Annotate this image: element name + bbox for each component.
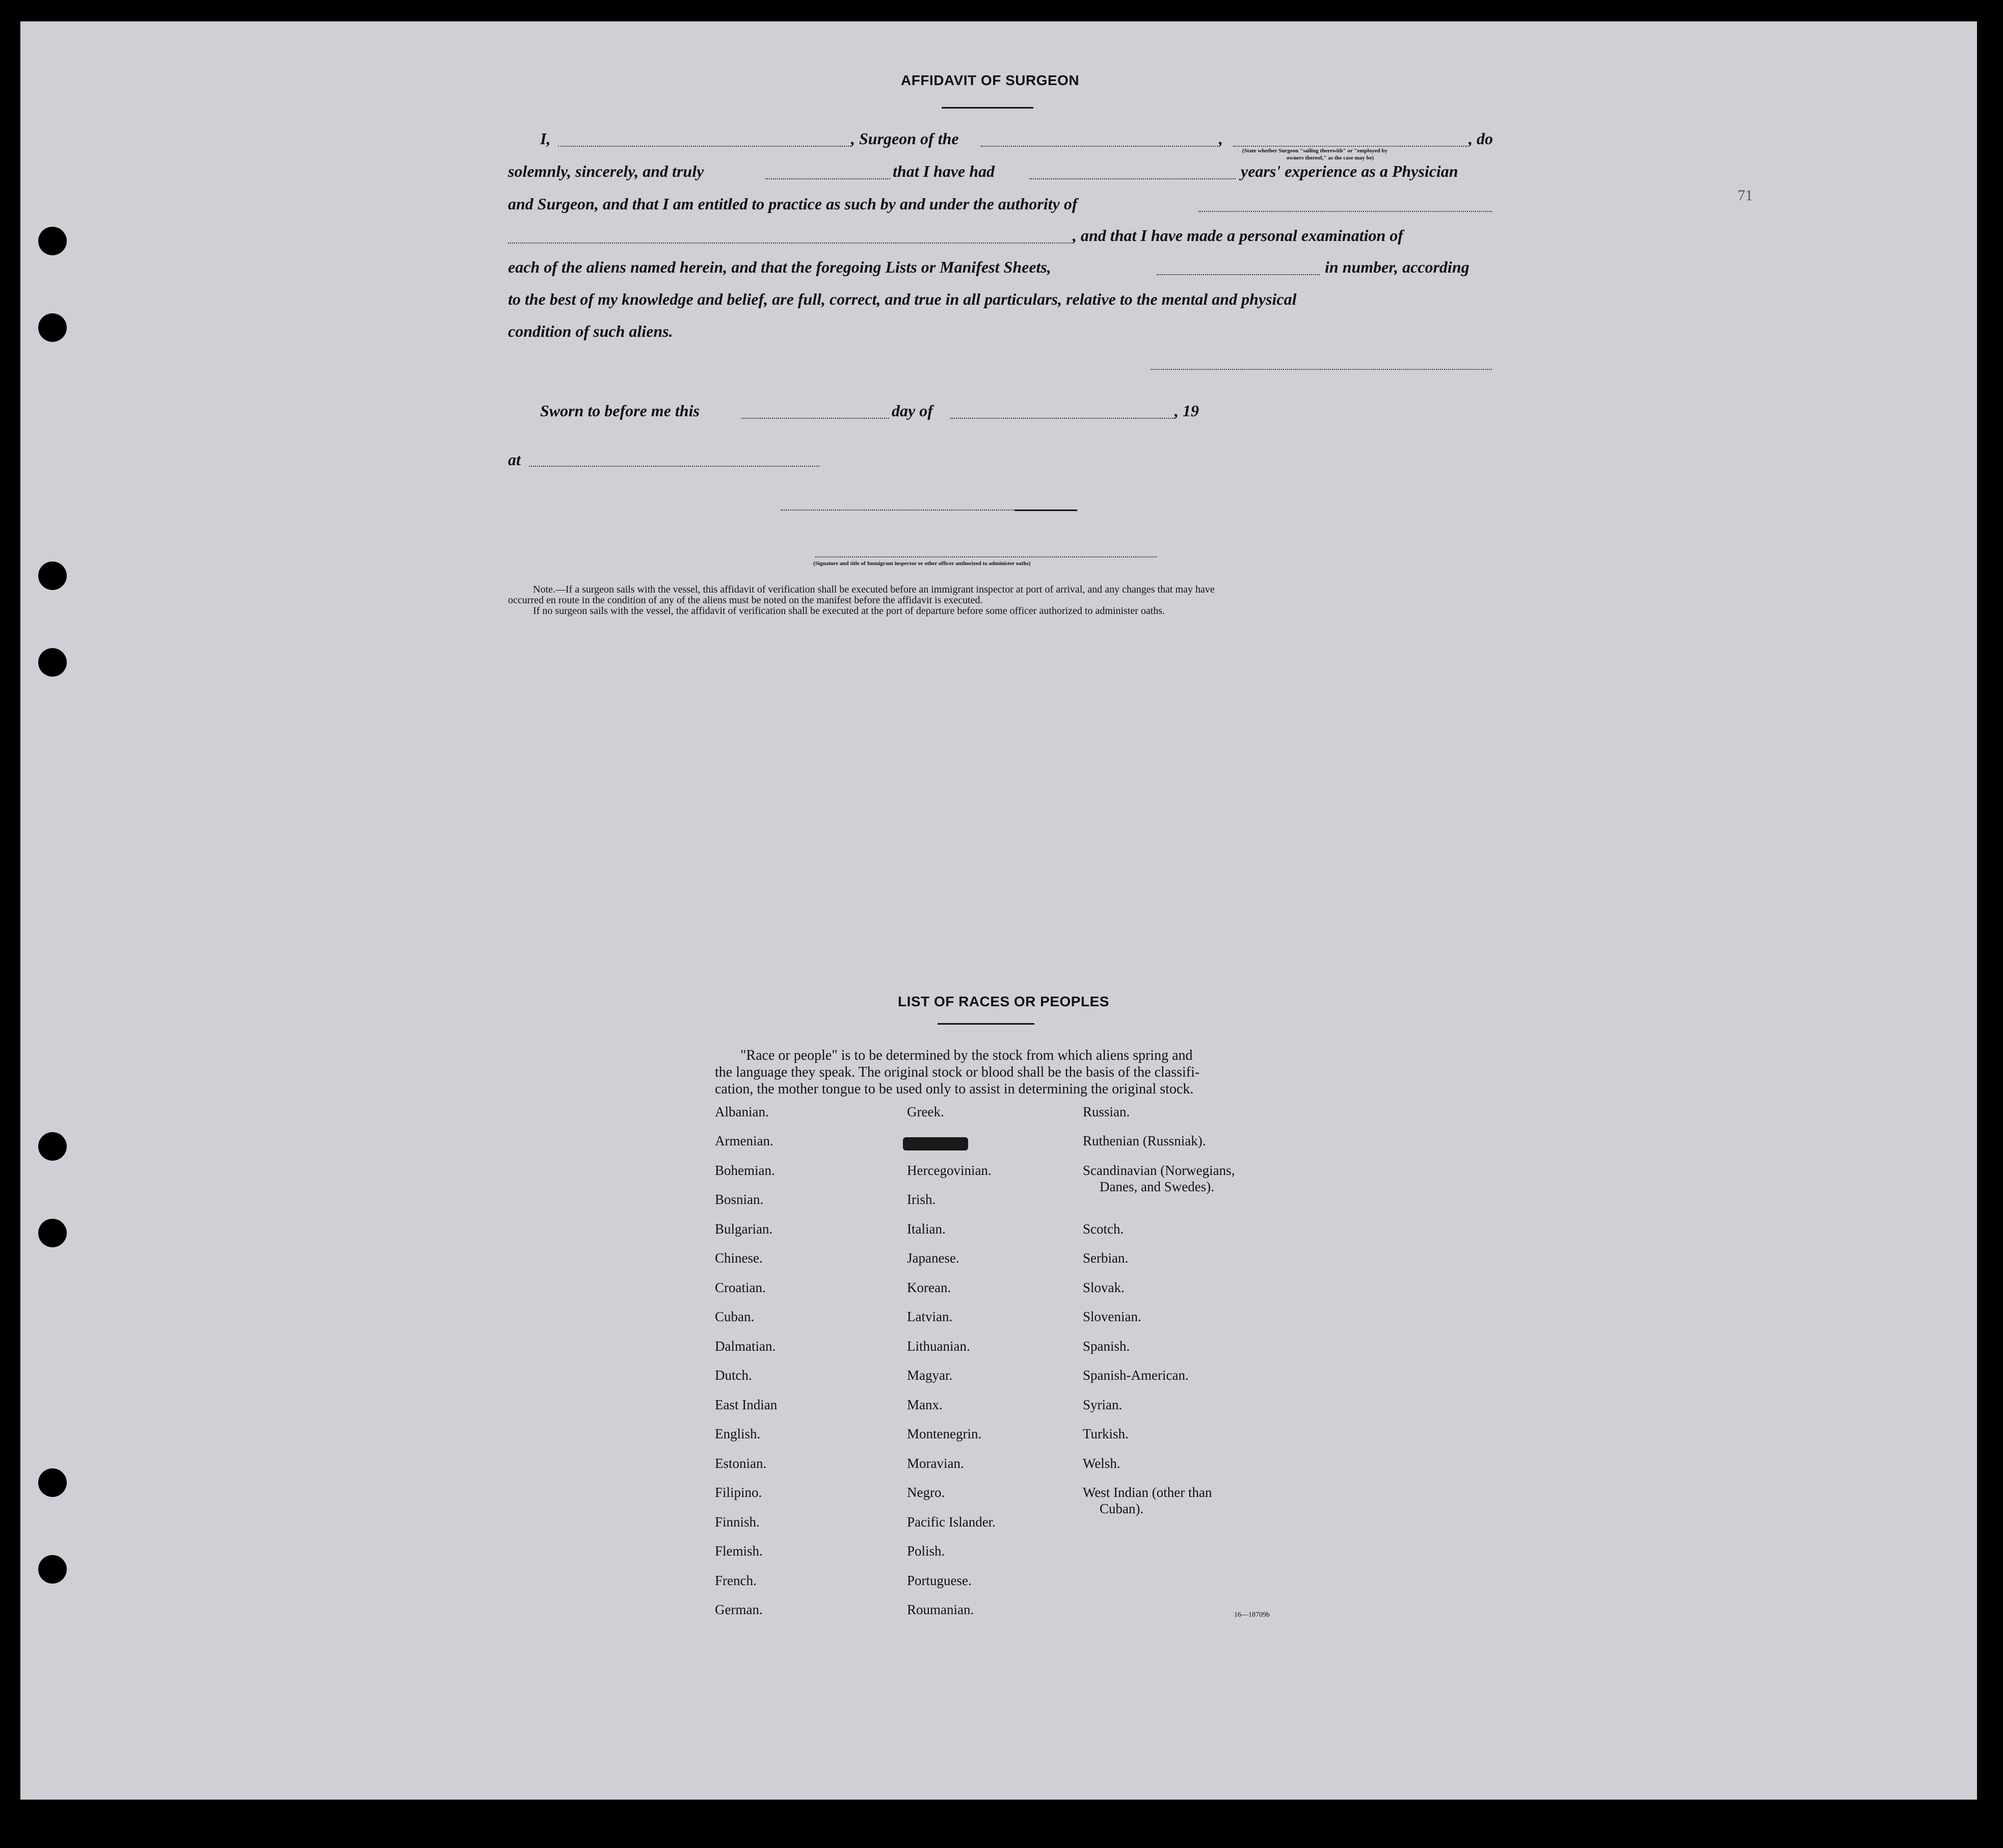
race-entry: Dalmatian. (715, 1338, 776, 1354)
races-title: LIST OF RACES OR PEOPLES (898, 994, 1109, 1009)
race-entry: Roumanian. (907, 1602, 974, 1617)
race-entry: Italian. (907, 1221, 946, 1237)
state-note-2: owners thereof," as the case may be) (1287, 155, 1374, 161)
sworn-place-field[interactable] (529, 466, 819, 467)
race-entry: Ruthenian (Russniak). (1083, 1133, 1206, 1148)
race-entry: English. (715, 1426, 761, 1441)
races-intro-1: "Race or people" is to be determined by the stock from which aliens spring and (740, 1048, 1193, 1063)
race-entry: Russian. (1083, 1104, 1130, 1119)
race-entry: Hercegovinian. (907, 1163, 992, 1178)
affidavit-line6: to the best of my knowledge and belief, are full, correct, and true in all particulars, relative to the mental and physical (508, 290, 1297, 308)
race-entry: Lithuanian. (907, 1338, 970, 1354)
note-line-2: occurred en route in the condition of any of the aliens must be noted on the manifest before the affidavit is executed. (508, 595, 983, 606)
race-entry: Estonian. (715, 1456, 767, 1471)
race-entry: Pacific Islander. (907, 1514, 996, 1530)
sheets-count-field[interactable] (1157, 274, 1320, 275)
affidavit-title: AFFIDAVIT OF SURGEON (901, 72, 1080, 88)
affidavit-line1-d: , do (1468, 129, 1493, 148)
races-intro-3: cation, the mother tongue to be used only to assist in determining the original stock. (715, 1081, 1194, 1097)
race-entry-west-indian-cont: Cuban). (1100, 1501, 1144, 1516)
form-code: 16—18709b (1234, 1611, 1270, 1619)
race-entry: French. (715, 1573, 757, 1588)
race-entry: Negro. (907, 1485, 945, 1500)
day-of-label: day of (892, 401, 933, 420)
race-entry: Magyar. (907, 1368, 953, 1383)
punch-hole (38, 561, 67, 590)
race-entry: Slovak. (1083, 1280, 1125, 1295)
years-experience-field[interactable] (1029, 178, 1236, 179)
affidavit-line7: condition of such aliens. (508, 322, 673, 340)
punch-hole (38, 1468, 67, 1497)
year-label: , 19 (1174, 401, 1199, 420)
officer-title-field[interactable] (815, 556, 1157, 557)
race-entry: East Indian (715, 1397, 778, 1412)
note-line-3: If no surgeon sails with the vessel, the affidavit of verification shall be executed at the port of departure before some officer authorized to administer oaths. (533, 605, 1165, 617)
affidavit-line2-a: solemnly, sincerely, and truly (508, 162, 704, 180)
race-entry: Cuban. (715, 1309, 755, 1324)
affidavit-line1-b: , Surgeon of the (851, 129, 959, 148)
race-entry: Bohemian. (715, 1163, 775, 1178)
margin-mark: 71 (1738, 187, 1753, 204)
authority-field-continued[interactable] (508, 243, 1074, 244)
race-entry: Bosnian. (715, 1192, 764, 1207)
race-entry: Dutch. (715, 1368, 752, 1383)
race-entry: Latvian. (907, 1309, 953, 1324)
race-entry: Polish. (907, 1543, 945, 1559)
sworn-month-field[interactable] (950, 418, 1174, 419)
surgeon-status-field[interactable] (1233, 146, 1467, 147)
race-entry: German. (715, 1602, 763, 1617)
race-entry-west-indian: West Indian (other than (1083, 1485, 1212, 1500)
race-entry: Chinese. (715, 1250, 763, 1266)
race-entry: Flemish. (715, 1543, 763, 1559)
punch-hole (38, 1555, 67, 1584)
declaration-field[interactable] (765, 178, 890, 179)
race-entry-scandinavian-cont: Danes, and Swedes). (1100, 1179, 1214, 1194)
race-entry: Portuguese. (907, 1573, 972, 1588)
race-entry: Irish. (907, 1192, 936, 1207)
race-entry: Montenegrin. (907, 1426, 982, 1441)
affidavit-line3: and Surgeon, and that I am entitled to practice as such by and under the authority of (508, 195, 1078, 213)
race-entry: Welsh. (1083, 1456, 1120, 1471)
race-entry: Finnish. (715, 1514, 760, 1530)
authority-field[interactable] (1198, 211, 1492, 212)
punch-hole (38, 1219, 67, 1247)
affidavit-line4: , and that I have made a personal examination of (1073, 226, 1403, 245)
affidavit-line5-b: in number, according (1325, 258, 1470, 276)
race-entry: Albanian. (715, 1104, 769, 1119)
race-entry: Slovenian. (1083, 1309, 1141, 1324)
title-underline (942, 107, 1033, 109)
state-note-1: (State whether Surgeon "sailing therewith" or "employed by (1242, 148, 1388, 154)
redacted-entry (903, 1137, 968, 1150)
signature-caption: (Signature and title of Immigrant inspector or other officer authorized to administer oaths) (813, 560, 1031, 567)
punch-hole (38, 227, 67, 255)
affidavit-line1-c: , (1219, 129, 1223, 148)
affidavit-line1-a: I, (540, 129, 551, 148)
race-entry: Japanese. (907, 1250, 959, 1266)
officer-signature-rule (1015, 510, 1077, 511)
vessel-name-field[interactable] (981, 146, 1218, 147)
races-intro-2: the language they speak. The original stock or blood shall be the basis of the classifi- (715, 1064, 1200, 1080)
note-line-1: Note.—If a surgeon sails with the vessel, this affidavit of verification shall be executed before an immigrant inspector at port of arrival, and any changes that may have (533, 584, 1215, 595)
punch-hole (38, 1132, 67, 1161)
document-page (20, 21, 1977, 1800)
race-entry: Croatian. (715, 1280, 766, 1295)
race-entry: Spanish-American. (1083, 1368, 1189, 1383)
surgeon-signature-field[interactable] (1151, 369, 1492, 370)
race-entry: Bulgarian. (715, 1221, 773, 1237)
race-entry-scandinavian: Scandinavian (Norwegians, (1083, 1163, 1235, 1178)
surgeon-name-field[interactable] (558, 146, 851, 147)
race-entry: Filipino. (715, 1485, 762, 1500)
sworn-label: Sworn to before me this (540, 401, 700, 420)
race-entry: Greek. (907, 1104, 944, 1119)
affidavit-line2-c: years' experience as a Physician (1241, 162, 1458, 180)
races-title-underline (938, 1023, 1034, 1025)
affidavit-line5-a: each of the aliens named herein, and that the foregoing Lists or Manifest Sheets, (508, 258, 1051, 276)
sworn-day-field[interactable] (741, 418, 889, 419)
affidavit-line2-b: that I have had (893, 162, 995, 180)
race-entry: Manx. (907, 1397, 943, 1412)
race-entry: Spanish. (1083, 1338, 1130, 1354)
race-entry: Korean. (907, 1280, 951, 1295)
race-entry: Turkish. (1083, 1426, 1129, 1441)
race-entry: Moravian. (907, 1456, 964, 1471)
punch-hole (38, 648, 67, 677)
at-label: at (508, 450, 521, 469)
punch-hole (38, 313, 67, 342)
officer-signature-field[interactable] (781, 510, 1015, 511)
race-entry: Scotch. (1083, 1221, 1124, 1237)
race-entry: Syrian. (1083, 1397, 1123, 1412)
race-entry: Armenian. (715, 1133, 773, 1148)
race-entry: Serbian. (1083, 1250, 1129, 1266)
